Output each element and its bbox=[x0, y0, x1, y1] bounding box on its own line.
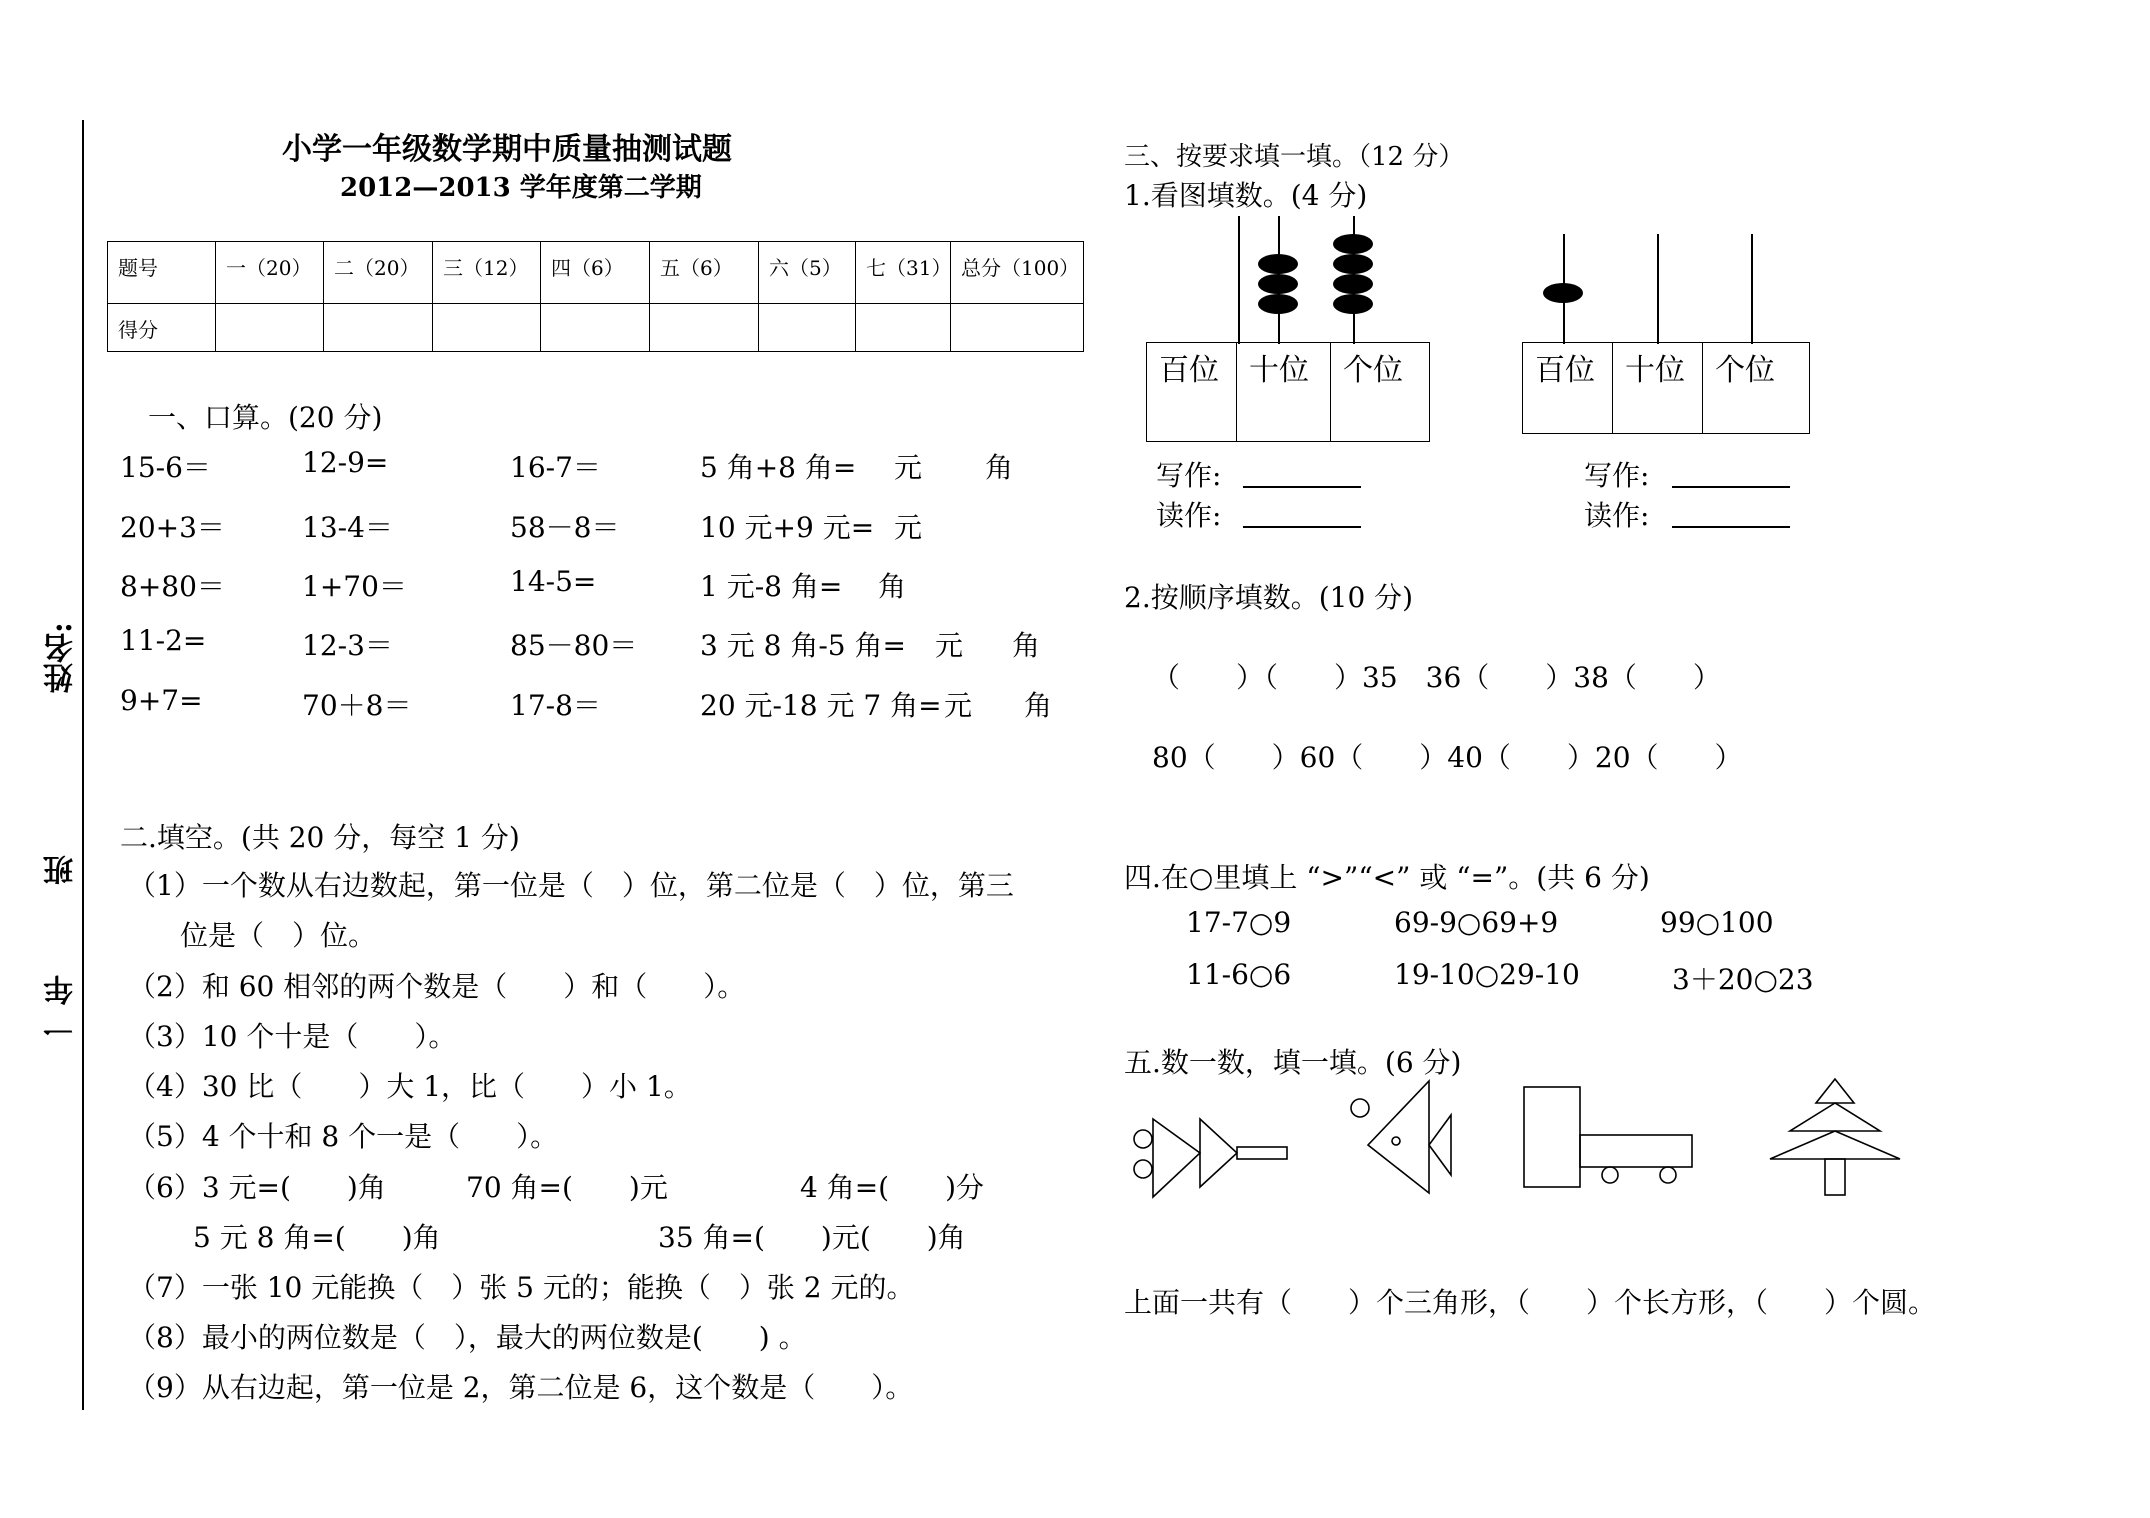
mental-math-problem: 70＋8＝ bbox=[302, 689, 412, 722]
fill-q7: （7）一张 10 元能换（ ）张 5 元的；能换（ ）张 2 元的。 bbox=[128, 1271, 915, 1304]
col-total: 总分（100） bbox=[951, 242, 1084, 304]
score-cell[interactable] bbox=[433, 304, 541, 352]
place-tens: 十位 bbox=[1237, 343, 1331, 441]
section2-heading: 二.填空。(共 20 分，每空 1 分) bbox=[120, 821, 520, 854]
class-label: 班 bbox=[44, 855, 79, 885]
truck-shape bbox=[1524, 1087, 1692, 1187]
tree-shape bbox=[1770, 1079, 1900, 1195]
shapes-figure bbox=[1120, 1075, 1910, 1205]
abacus1-read-label: 读作: bbox=[1156, 499, 1222, 532]
compare-item: 11-6○6 bbox=[1186, 958, 1292, 991]
fill-q1-line2: 位是（ ）位。 bbox=[180, 919, 377, 952]
compare-item: 69-9○69+9 bbox=[1394, 906, 1559, 939]
abacus1-rod-hundreds bbox=[1238, 216, 1240, 344]
fill-q6-d: 5 元 8 角=( )角 bbox=[193, 1221, 441, 1254]
abacus1-place-box bbox=[1146, 342, 1430, 442]
mental-math-problem: 13-4＝ bbox=[302, 511, 393, 544]
abacus1-bead bbox=[1258, 294, 1298, 314]
abacus1-write-label: 写作: bbox=[1156, 459, 1222, 492]
fish-shape bbox=[1351, 1081, 1451, 1193]
abacus2-read-blank[interactable] bbox=[1672, 526, 1790, 528]
unit-label: 元 bbox=[894, 451, 923, 484]
score-cell[interactable] bbox=[759, 304, 856, 352]
col-section-4: 四（6） bbox=[541, 242, 650, 304]
fill-q6-e: 35 角=( )元( )角 bbox=[658, 1221, 966, 1254]
exam-subtitle: 2012—2013 学年度第二学期 bbox=[340, 173, 702, 203]
col-section-2: 二（20） bbox=[324, 242, 433, 304]
place-tens: 十位 bbox=[1613, 343, 1703, 433]
fill-q6-b: 70 角=( )元 bbox=[466, 1171, 668, 1204]
abacus2-write-label: 写作: bbox=[1584, 459, 1650, 492]
col-section-1: 一（20） bbox=[216, 242, 324, 304]
unit-label: 角 bbox=[1024, 689, 1053, 722]
mental-math-problem: 1 元-8 角= bbox=[700, 570, 843, 603]
fill-q9: （9）从右边起，第一位是 2，第二位是 6，这个数是（ ）。 bbox=[128, 1371, 914, 1404]
compare-item: 3＋20○23 bbox=[1672, 963, 1814, 996]
section5-answer-line: 上面一共有（ ）个三角形，（ ）个长方形，（ ）个圆。 bbox=[1124, 1286, 1937, 1319]
score-cell[interactable] bbox=[856, 304, 951, 352]
abacus1-bead bbox=[1258, 274, 1298, 294]
name-label: 姓名: bbox=[44, 622, 79, 694]
section1-heading: 一、口算。(20 分) bbox=[148, 401, 383, 434]
abacus1-bead bbox=[1333, 294, 1373, 314]
col-question-number: 题号 bbox=[108, 242, 216, 304]
fill-q4: （4）30 比（ ）大 1，比（ ）小 1。 bbox=[128, 1070, 692, 1103]
mental-math-problem: 20+3＝ bbox=[120, 511, 225, 544]
compare-item: 99○100 bbox=[1660, 906, 1774, 939]
mental-math-problem: 5 角+8 角= bbox=[700, 451, 857, 484]
unit-label: 角 bbox=[985, 451, 1014, 484]
mental-math-problem: 85－80＝ bbox=[510, 629, 638, 662]
abacus1-bead bbox=[1258, 254, 1298, 274]
score-row-label: 得分 bbox=[108, 304, 216, 352]
score-table-header-row bbox=[108, 242, 1084, 304]
place-ones: 个位 bbox=[1343, 353, 1403, 388]
sequence-1: （ ）（ ）35 36（ ）38（ ） bbox=[1152, 661, 1721, 694]
compare-item: 17-7○9 bbox=[1186, 906, 1292, 939]
mental-math-problem: 8+80＝ bbox=[120, 570, 225, 603]
mental-math-problem: 17-8＝ bbox=[510, 689, 601, 722]
mental-math-problem: 11-2= bbox=[120, 624, 207, 657]
place-ones: 个位 bbox=[1715, 353, 1775, 388]
mental-math-problem: 12-3＝ bbox=[302, 629, 393, 662]
mental-math-problem: 15-6＝ bbox=[120, 451, 211, 484]
mental-math-problem: 16-7＝ bbox=[510, 451, 601, 484]
score-cell[interactable] bbox=[541, 304, 650, 352]
abacus2-rod-ones bbox=[1751, 234, 1753, 344]
col-section-6: 六（5） bbox=[759, 242, 856, 304]
score-cell[interactable] bbox=[650, 304, 759, 352]
fill-q5: （5）4 个十和 8 个一是（ ）。 bbox=[128, 1120, 559, 1153]
exam-title: 小学一年级数学期中质量抽测试题 bbox=[282, 132, 732, 167]
fill-q8: （8）最小的两位数是（ ），最大的两位数是( ) 。 bbox=[128, 1321, 807, 1354]
section3-q2: 2.按顺序填数。(10 分) bbox=[1124, 581, 1414, 614]
fill-q6-a: （6）3 元=( )角 bbox=[128, 1171, 386, 1204]
mental-math-problem: 1+70＝ bbox=[302, 570, 407, 603]
abacus2-place-box bbox=[1522, 342, 1810, 434]
col-section-5: 五（6） bbox=[650, 242, 759, 304]
abacus2-rod-tens bbox=[1657, 234, 1659, 344]
rocket-shape bbox=[1134, 1119, 1287, 1197]
score-cell[interactable] bbox=[216, 304, 324, 352]
unit-label: 元 bbox=[935, 629, 964, 662]
col-section-7: 七（31） bbox=[856, 242, 951, 304]
mental-math-problem: 10 元+9 元= bbox=[700, 511, 875, 544]
abacus2-read-label: 读作: bbox=[1584, 499, 1650, 532]
mental-math-problem: 58－8＝ bbox=[510, 511, 620, 544]
unit-label: 元 bbox=[894, 511, 923, 544]
section3-q1: 1.看图填数。(4 分) bbox=[1124, 179, 1368, 212]
col-section-3: 三（12） bbox=[433, 242, 541, 304]
fill-q6-c: 4 角=( )分 bbox=[800, 1171, 985, 1204]
mental-math-problem: 20 元-18 元 7 角= bbox=[700, 689, 942, 722]
score-table-score-row bbox=[108, 304, 1084, 352]
fill-q1-line1: （1）一个数从右边数起，第一位是（ ）位，第二位是（ ）位，第三 bbox=[128, 869, 1014, 902]
abacus2-bead bbox=[1543, 283, 1583, 303]
section3-heading: 三、按要求填一填。（12 分） bbox=[1124, 142, 1465, 172]
unit-label: 角 bbox=[1012, 629, 1041, 662]
score-table bbox=[107, 241, 1084, 352]
score-cell[interactable] bbox=[951, 304, 1084, 352]
fill-q2: （2）和 60 相邻的两个数是（ ）和（ ）。 bbox=[128, 970, 746, 1003]
abacus1-bead bbox=[1333, 254, 1373, 274]
unit-label: 元 bbox=[944, 689, 973, 722]
fill-q3: （3）10 个十是（ ）。 bbox=[128, 1020, 457, 1053]
place-hundreds: 百位 bbox=[1523, 343, 1613, 433]
section4-heading: 四.在○里填上 “>”“<” 或 “=”。(共 6 分) bbox=[1124, 861, 1650, 894]
sequence-2: 80（ ）60（ ）40（ ）20（ ） bbox=[1152, 741, 1743, 774]
mental-math-problem: 9+7= bbox=[120, 684, 203, 717]
section5-heading: 五.数一数，填一填。(6 分) bbox=[1124, 1046, 1462, 1079]
binding-line bbox=[82, 120, 84, 1410]
abacus1-write-blank[interactable] bbox=[1243, 486, 1361, 488]
mental-math-problem: 14-5= bbox=[510, 565, 597, 598]
abacus1-read-blank[interactable] bbox=[1243, 526, 1361, 528]
mental-math-problem: 12-9= bbox=[302, 446, 389, 479]
unit-label: 角 bbox=[878, 570, 907, 603]
grade-label: 一 年 bbox=[44, 975, 79, 1046]
abacus2-write-blank[interactable] bbox=[1672, 486, 1790, 488]
place-hundreds: 百位 bbox=[1147, 343, 1237, 441]
abacus1-bead bbox=[1333, 274, 1373, 294]
mental-math-problem: 3 元 8 角-5 角= bbox=[700, 629, 906, 662]
score-cell[interactable] bbox=[324, 304, 433, 352]
abacus1-bead bbox=[1333, 234, 1373, 254]
compare-item: 19-10○29-10 bbox=[1394, 958, 1580, 991]
